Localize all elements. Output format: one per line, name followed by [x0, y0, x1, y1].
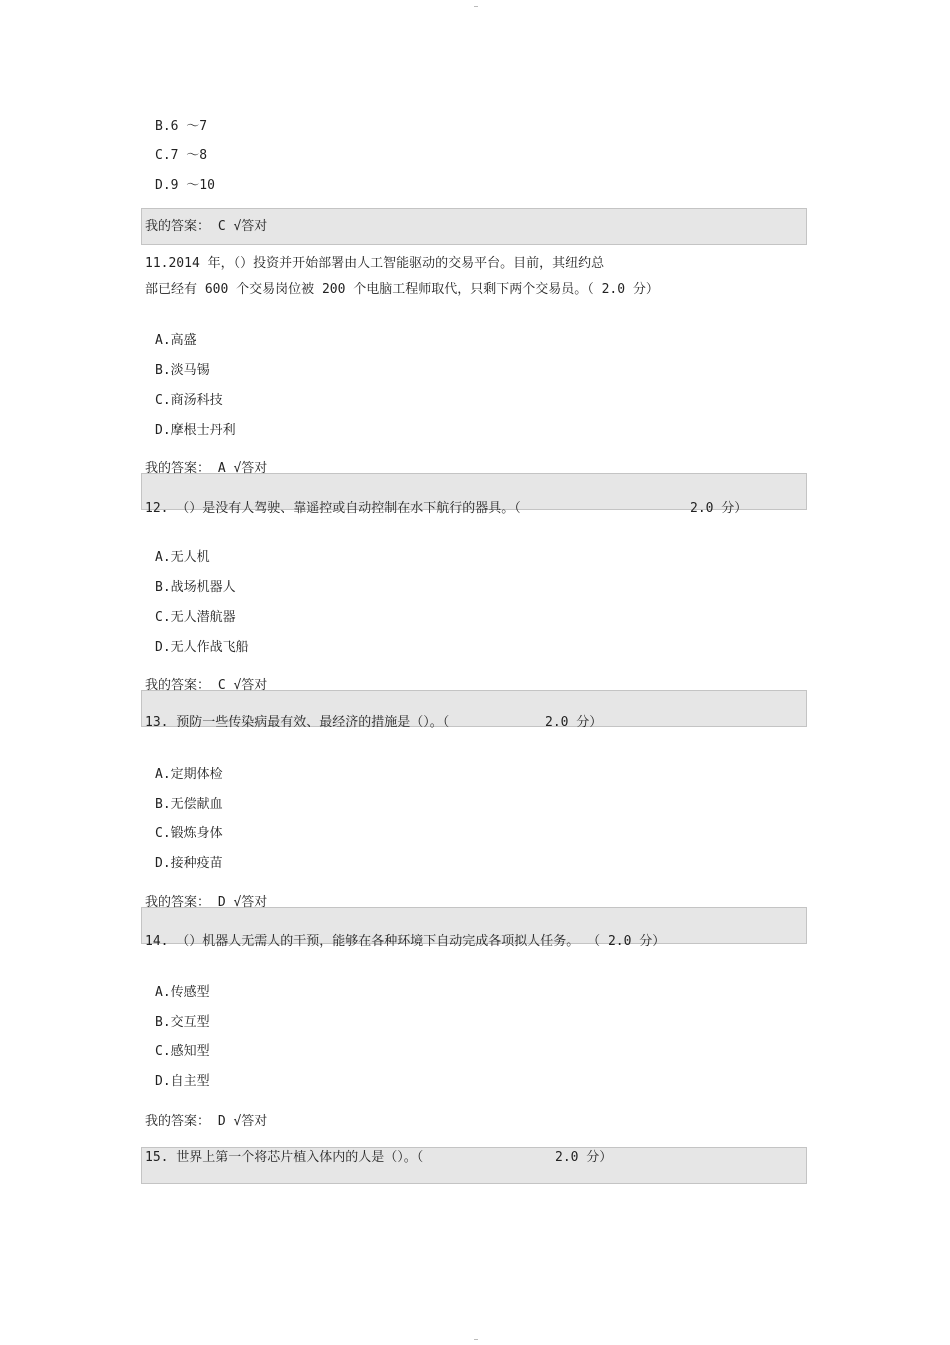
q10-option-b[interactable]: B.6 ～7	[155, 119, 208, 134]
q13-answer: 我的答案： D √答对	[145, 895, 268, 910]
q11-stem-line2: 部已经有 600 个交易岗位被 200 个电脑工程师取代，只剩下两个交易员。（ 2.0 分）	[145, 282, 659, 297]
q15-stem: 15. 世界上第一个将芯片植入体内的人是（）。（	[145, 1150, 424, 1165]
q14-option-c[interactable]: C.感知型	[155, 1044, 210, 1059]
q11-option-c[interactable]: C.商汤科技	[155, 393, 223, 408]
q12-option-d[interactable]: D.无人作战飞船	[155, 640, 249, 655]
q13-option-b[interactable]: B.无偿献血	[155, 797, 223, 812]
q13-score: 2.0 分）	[545, 715, 603, 730]
q10-option-c[interactable]: C.7 ～8	[155, 148, 208, 163]
q11-option-a[interactable]: A.高盛	[155, 333, 197, 348]
q14-stem: 14. （）机器人无需人的干预，能够在各种环境下自动完成各项拟人任务。 （ 2.0 分）	[145, 934, 666, 949]
q13-option-c[interactable]: C.锻炼身体	[155, 826, 223, 841]
q12-score: 2.0 分）	[690, 501, 748, 516]
q14-option-a[interactable]: A.传感型	[155, 985, 210, 1000]
q12-option-b[interactable]: B.战场机器人	[155, 580, 236, 595]
q13-stem: 13. 预防一些传染病最有效、最经济的措施是（）。（	[145, 715, 450, 730]
q11-option-d[interactable]: D.摩根士丹利	[155, 423, 236, 438]
q12-stem: 12. （）是没有人驾驶、靠遥控或自动控制在水下航行的器具。（	[145, 501, 521, 516]
q12-option-a[interactable]: A.无人机	[155, 550, 210, 565]
q12-option-c[interactable]: C.无人潜航器	[155, 610, 236, 625]
q11-stem-line1: 11.2014 年，（）投资并开始部署由人工智能驱动的交易平台。目前，其纽约总	[145, 256, 605, 271]
q14-answer: 我的答案： D √答对	[145, 1114, 268, 1129]
q15-score: 2.0 分）	[555, 1150, 613, 1165]
q12-answer: 我的答案： C √答对	[145, 678, 268, 693]
q14-option-d[interactable]: D.自主型	[155, 1074, 210, 1089]
q13-option-d[interactable]: D.接种疫苗	[155, 856, 223, 871]
page-footer-mark	[474, 1339, 478, 1340]
q11-answer: 我的答案： A √答对	[145, 461, 268, 476]
q10-option-d[interactable]: D.9 ～10	[155, 178, 215, 193]
q11-option-b[interactable]: B.淡马锡	[155, 363, 210, 378]
page-header-mark	[474, 6, 478, 7]
q14-option-b[interactable]: B.交互型	[155, 1015, 210, 1030]
q10-answer: 我的答案： C √答对	[145, 219, 268, 234]
q13-option-a[interactable]: A.定期体检	[155, 767, 223, 782]
